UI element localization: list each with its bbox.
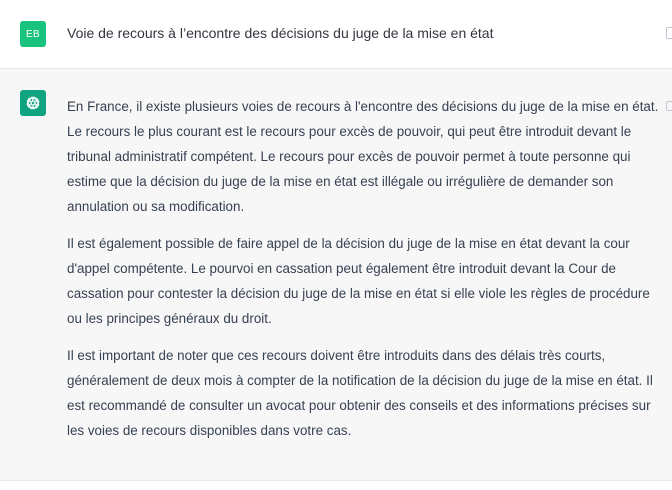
copy-icon[interactable] <box>666 101 672 111</box>
user-avatar <box>20 21 46 47</box>
edit-icon[interactable] <box>666 27 672 39</box>
assistant-avatar <box>20 90 46 116</box>
assistant-message-text <box>67 94 667 455</box>
user-message-text: Voie de recours à l’encontre des décisions du juge de la mise en état <box>67 25 494 41</box>
assistant-message-row <box>0 69 672 481</box>
openai-logo-icon <box>24 94 42 112</box>
user-avatar-initials: EB <box>26 28 40 40</box>
assistant-paragraph-3: Il est important de noter que ces recours doivent être introduits dans des délais très courts, généralement de deux mois à compter de la notification de la décision du juge de la mise en état. Il est recommandé de consulter un avocat pour obtenir des conseils et des informations précises sur les voies de recours disponibles dans votre cas. <box>67 348 653 438</box>
assistant-paragraph-1: En France, il existe plusieurs voies de recours à l'encontre des décisions du juge de la mise en état. Le recours le plus courant est le recours pour excès de pouvoir, qui peut être introduit devant le tribunal administratif compétent. Le recours pour excès de pouvoir permet à toute personne qui estime que la décision du juge de la mise en état est illégale ou irrégulière de demander son annulation ou sa modification. <box>67 99 659 214</box>
user-message-row <box>0 0 672 69</box>
assistant-paragraph-2: Il est également possible de faire appel de la décision du juge de la mise en état devant la cour d'appel compétente. Le pourvoi en cassation peut également être introduit devant la Cour de cassation pour contester la décision du juge de la mise en état si elle viole les règles de procédure ou les principes généraux du droit. <box>67 236 650 326</box>
